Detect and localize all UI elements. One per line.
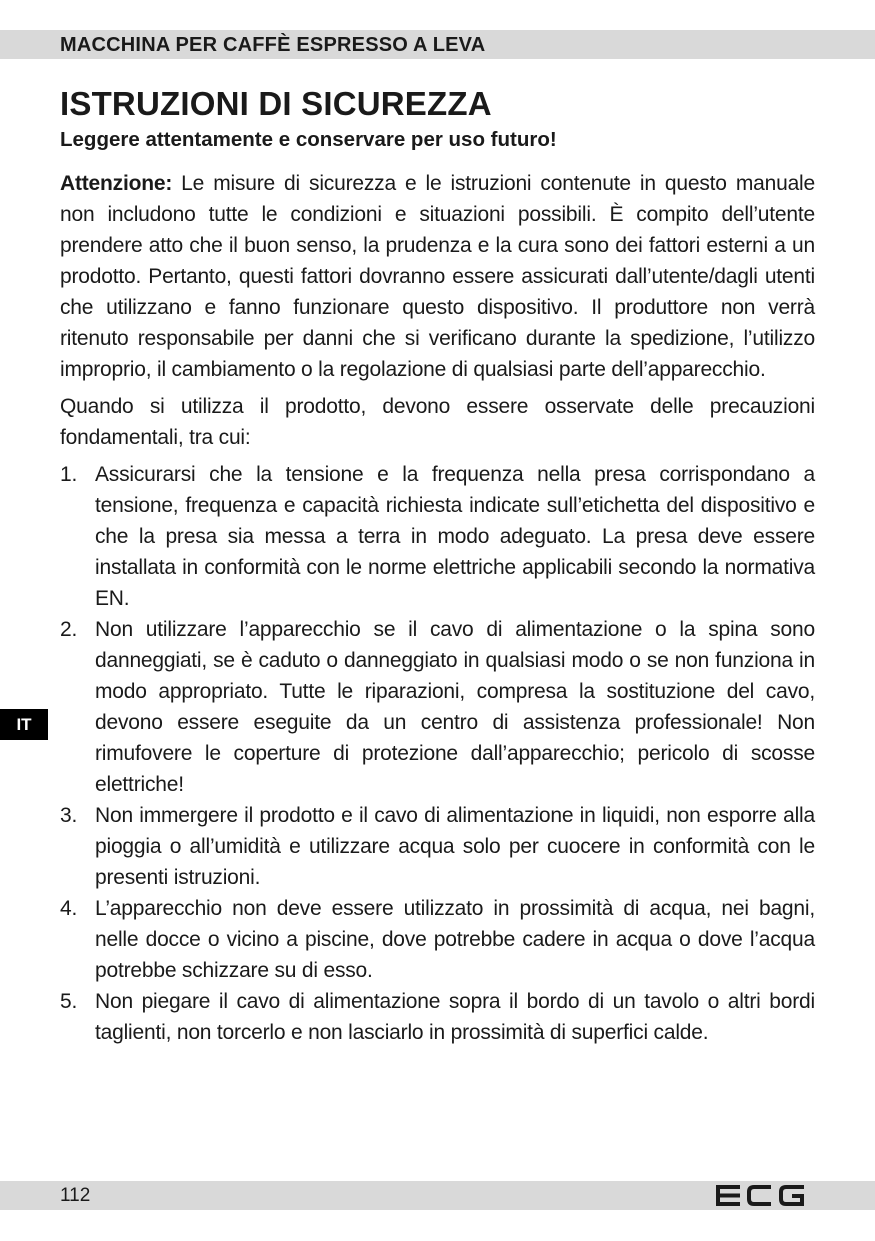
- list-item-text: Non piegare il cavo di alimentazione sopra il bordo di un tavolo o altri bordi taglienti, non torcerlo e non lasciarlo in prossimità di superfici calde.: [95, 990, 815, 1044]
- list-item-text: Assicurarsi che la tensione e la frequenza nella presa corrispondano a tensione, frequenza e capacità richiesta indicate sull’etichetta del dispositivo e che la presa sia messa a terra in modo adeguato. La presa deve essere installata in conformità con le norme elettriche applicabili secondo la normativa EN.: [95, 463, 815, 610]
- logo-letter-e-spine: [716, 1185, 720, 1206]
- logo-letter-g: [779, 1185, 804, 1206]
- list-item: [60, 459, 815, 614]
- list-item: [60, 614, 815, 800]
- list-item-text: Non utilizzare l’apparecchio se il cavo di alimentazione o la spina sono danneggiati, se è caduto o danneggiato in qualsiasi modo o se non funziona in modo appropriato. Tutte le riparazioni, compresa la sostituzione del cavo, devono essere eseguite da un centro di assistenza professionale! Non rimufovere le coperture di protezione dall’apparecchio; pericolo di scosse elettriche!: [95, 618, 815, 796]
- header-bar: [0, 30, 875, 59]
- list-item-number: 3.: [60, 804, 78, 827]
- list-item-text: Non immergere il prodotto e il cavo di alimentazione in liquidi, non esporre alla pioggia o all’umidità e utilizzare acqua solo per cuocere in conformità con le presenti istruzioni.: [95, 804, 815, 889]
- list-item: [60, 800, 815, 893]
- list-item-number: 5.: [60, 990, 78, 1013]
- header-title: MACCHINA PER CAFFÈ ESPRESSO A LEVA: [60, 34, 486, 56]
- list-item-number: 1.: [60, 463, 78, 486]
- intro-paragraph: Quando si utilizza il prodotto, devono essere osservate delle precauzioni fondamentali, tra cui:: [60, 395, 815, 449]
- page-title: ISTRUZIONI DI SICUREZZA: [60, 85, 492, 122]
- warning-label: Attenzione:: [60, 172, 173, 195]
- warning-paragraph: [60, 168, 815, 385]
- warning-text: Le misure di sicurezza e le istruzioni contenute in questo manuale non includono tutte le condizioni e situazioni possibili. È compito dell’utente prendere atto che il buon senso, la prudenza e la cura sono dei fattori esterni a un prodotto. Pertanto, questi fattori dovranno essere assicurati dall’utente/dagli utenti che utilizzano e fanno funzionare questo dispositivo. Il produttore non verrà ritenuto responsabile per danni che si verificano durante la spedizione, l’utilizzo improprio, il cambiamento o la regolazione di qualsiasi parte dell’apparecchio.: [60, 172, 815, 381]
- list-item: [60, 986, 815, 1048]
- safety-list: [60, 459, 815, 1048]
- logo-letter-c: [747, 1185, 771, 1206]
- ecg-logo: [716, 1185, 804, 1206]
- logo-letter-e-mid: [720, 1194, 740, 1198]
- footer-bar: [0, 1181, 875, 1210]
- page-subtitle: Leggere attentamente e conservare per uso futuro!: [60, 128, 557, 151]
- list-item: [60, 893, 815, 986]
- list-item-number: 2.: [60, 618, 78, 641]
- page-content: [60, 84, 815, 1048]
- page-number: 112: [60, 1185, 91, 1206]
- language-tab: IT: [0, 709, 48, 740]
- list-item-number: 4.: [60, 897, 78, 920]
- list-item-text: L’apparecchio non deve essere utilizzato in prossimità di acqua, nei bagni, nelle docce o vicino a piscine, dove potrebbe cadere in acqua o dove l’acqua potrebbe schizzare su di esso.: [95, 897, 815, 982]
